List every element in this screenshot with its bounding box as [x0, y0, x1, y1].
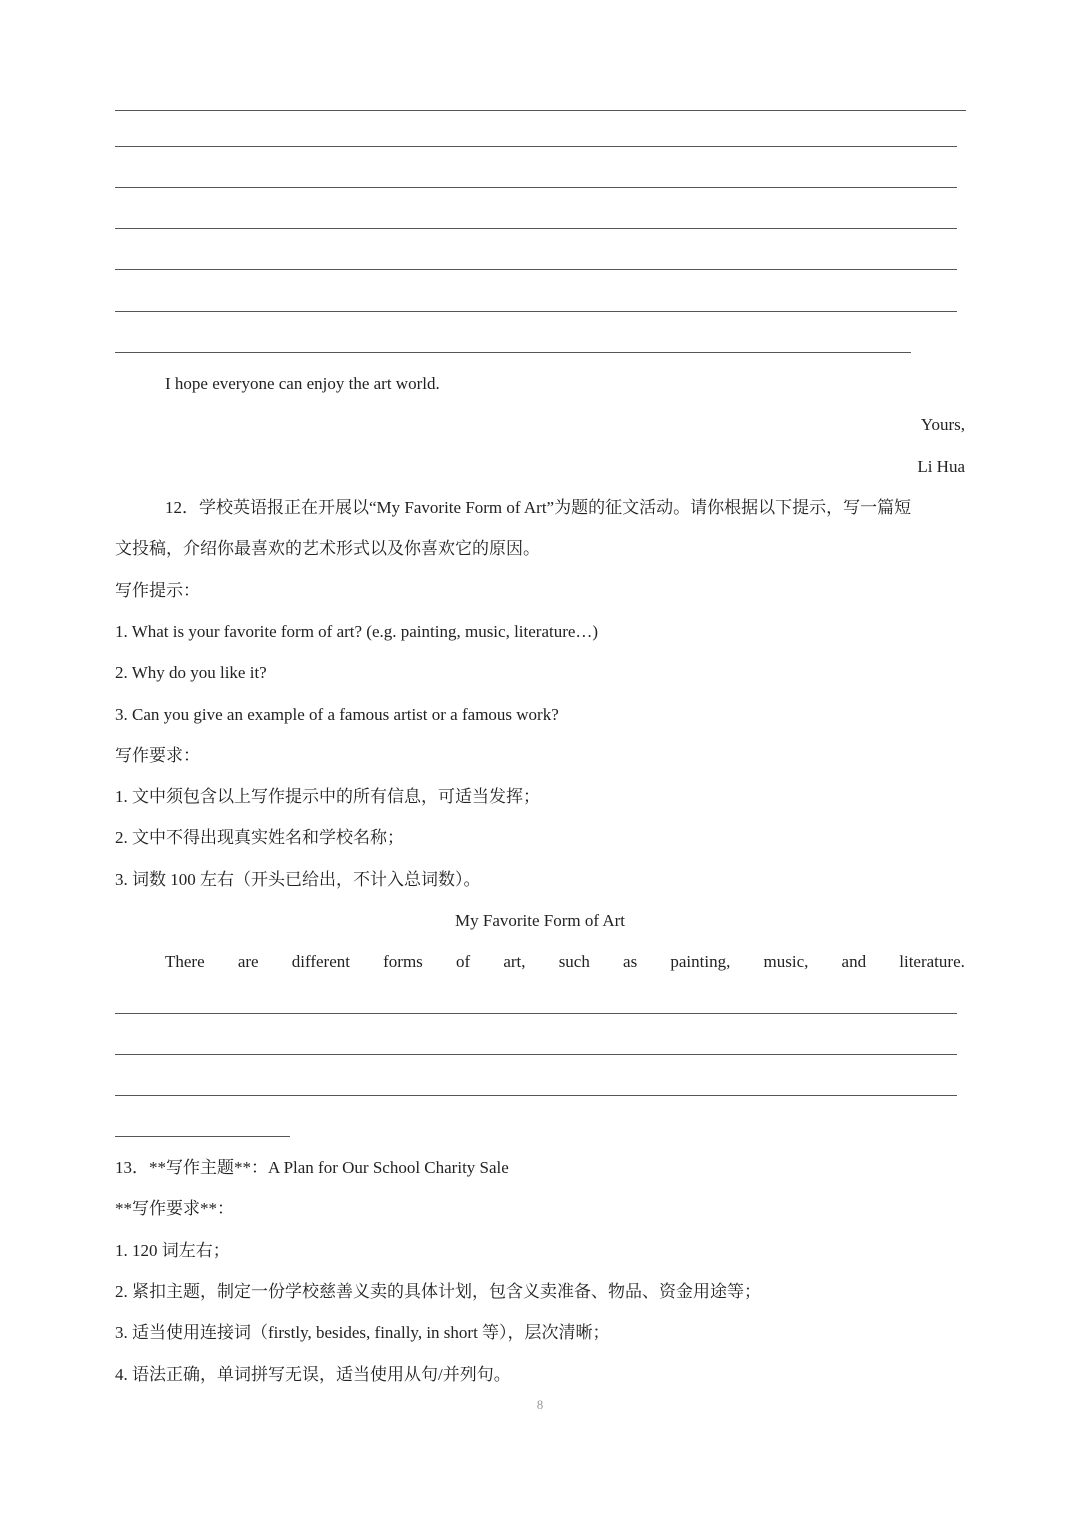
- q13-requirements-heading: **写作要求**：: [115, 1199, 234, 1218]
- q12-requirements-heading: 写作要求：: [115, 746, 200, 765]
- q13-requirement: 4. 语法正确，单词拼写无误，适当使用从句/并列句。: [115, 1365, 511, 1384]
- q12-essay-title: My Favorite Form of Art: [455, 911, 625, 930]
- essay-word: as: [623, 952, 638, 971]
- page-number: 8: [536, 1397, 544, 1412]
- essay-word: and: [841, 952, 867, 971]
- answer-line: [115, 269, 957, 270]
- q13-requirement: 2. 紧扣主题，制定一份学校慈善义卖的具体计划，包含义卖准备、物品、资金用途等；: [115, 1282, 761, 1301]
- essay-word: There: [165, 952, 205, 971]
- answer-line: [115, 1054, 957, 1055]
- q12-hint: 1. What is your favorite form of art? (e.g. painting, music, literature…): [115, 622, 599, 641]
- closing-signature: Li Hua: [917, 457, 965, 476]
- q12-requirement: 3. 词数 100 左右（开头已给出，不计入总词数）。: [115, 870, 481, 889]
- q13-requirement: 3. 适当使用连接词（firstly, besides, finally, in short 等），层次清晰；: [115, 1323, 610, 1342]
- answer-line: [115, 1136, 290, 1137]
- q12-hints-heading: 写作提示：: [115, 581, 200, 600]
- essay-word: literature.: [899, 952, 965, 971]
- answer-line: [115, 228, 957, 229]
- answer-line: [115, 1013, 957, 1014]
- answer-line: [115, 311, 957, 312]
- q13-requirement: 1. 120 词左右；: [115, 1241, 230, 1260]
- q12-requirement: 1. 文中须包含以上写作提示中的所有信息，可适当发挥；: [115, 787, 540, 806]
- essay-word: such: [558, 952, 590, 971]
- essay-word: art,: [503, 952, 526, 971]
- essay-word: different: [291, 952, 350, 971]
- closing-salutation: Yours,: [920, 415, 965, 434]
- q12-essay-start: [165, 951, 965, 973]
- essay-word: music,: [763, 952, 809, 971]
- q13-topic: 13．**写作主题**：A Plan for Our School Charity Sale: [115, 1158, 509, 1177]
- q12-intro-line2: 文投稿，介绍你最喜欢的艺术形式以及你喜欢它的原因。: [115, 539, 540, 558]
- q12-requirement: 2. 文中不得出现真实姓名和学校名称；: [115, 828, 404, 847]
- essay-word: of: [455, 952, 471, 971]
- answer-line: [115, 146, 957, 147]
- answer-line: [115, 187, 957, 188]
- closing-hope-line: I hope everyone can enjoy the art world.: [165, 374, 440, 393]
- q12-intro-line1: 12．学校英语报正在开展以“My Favorite Form of Art”为题的征文活动。请你根据以下提示，写一篇短: [165, 498, 912, 517]
- essay-word: are: [237, 952, 259, 971]
- q12-hint: 2. Why do you like it?: [115, 663, 267, 682]
- answer-line: [115, 352, 911, 353]
- answer-line: [115, 110, 966, 111]
- essay-word: forms: [383, 952, 423, 971]
- essay-word: painting,: [670, 952, 731, 971]
- q12-hint: 3. Can you give an example of a famous artist or a famous work?: [115, 705, 559, 724]
- answer-line: [115, 1095, 957, 1096]
